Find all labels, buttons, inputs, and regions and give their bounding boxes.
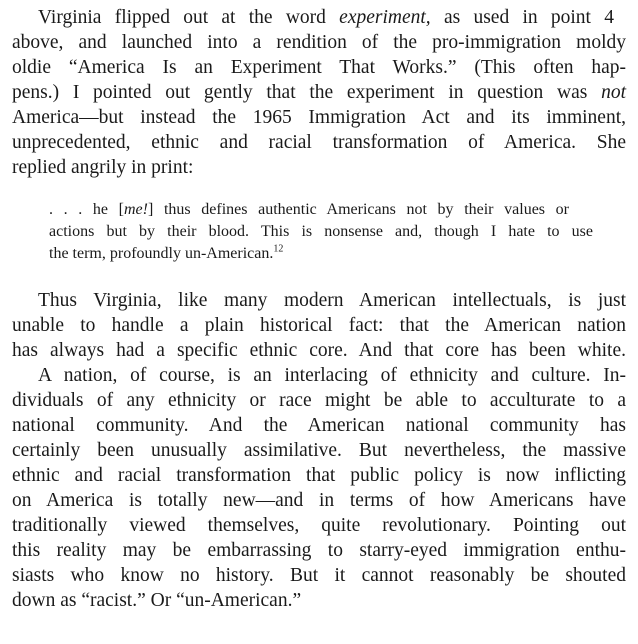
quote-line-1: . . . he [me!] thus defines authentic Americans not by their values or [49, 201, 569, 218]
p1-line-1: Virginia flipped out at the word experiment, as used in point 4 [38, 7, 614, 28]
p1-line-7: replied angrily in print: [12, 157, 194, 178]
p2-line-2: unable to handle a plain historical fact: that the American nation [12, 315, 626, 336]
p3-line-2: dividuals of any ethnicity or race might be able to acculturate to a [12, 390, 626, 411]
footnote-marker[interactable]: 12 [273, 243, 284, 255]
p3-line-10: down as “racist.” Or “un-American.” [12, 590, 302, 611]
p3-line-9: siasts who know no history. But it cannot reasonably be shouted [12, 565, 626, 586]
p3-line-6: on America is totally new—and in terms of how Americans have [12, 490, 626, 511]
p2-line-3: has always had a specific ethnic core. And that core has been white. [12, 340, 626, 361]
p3-line-1: A nation, of course, is an interlacing of ethnicity and culture. In- [38, 365, 626, 386]
p3-line-8: this reality may be embarrassing to starry-eyed immigration enthu- [12, 540, 626, 561]
emphasis-not: not [601, 82, 626, 103]
emphasis-me: me! [124, 201, 148, 218]
p1-line-6: unprecedented, ethnic and racial transformation of America. She [12, 132, 626, 153]
quote-line-2: actions but by their blood. This is nonsense and, though I hate to use [49, 223, 593, 240]
p1-line-5: America—but instead the 1965 Immigration Act and its imminent, [12, 107, 626, 128]
emphasis-experiment: experiment, [339, 7, 431, 28]
p3-line-4: certainly been unusually assimilative. But nevertheless, the massive [12, 440, 626, 461]
p1-line-2: above, and launched into a rendition of the pro-immigration moldy [12, 32, 626, 53]
p3-line-3: national community. And the American national community has [12, 415, 626, 436]
p2-line-1: Thus Virginia, like many modern American intellectuals, is just [38, 290, 626, 311]
p1-line-4: pens.) I pointed out gently that the experiment in question was not [12, 82, 626, 103]
p3-line-5: ethnic and racial transformation that public policy is now inflicting [12, 465, 626, 486]
p3-line-7: traditionally viewed themselves, quite revolutionary. Pointing out [12, 515, 626, 536]
quote-line-3: the term, profoundly un-American.$^{12}$ [49, 243, 284, 262]
p1-line-3: oldie “America Is an Experiment That Works.” (This often hap- [12, 57, 626, 78]
